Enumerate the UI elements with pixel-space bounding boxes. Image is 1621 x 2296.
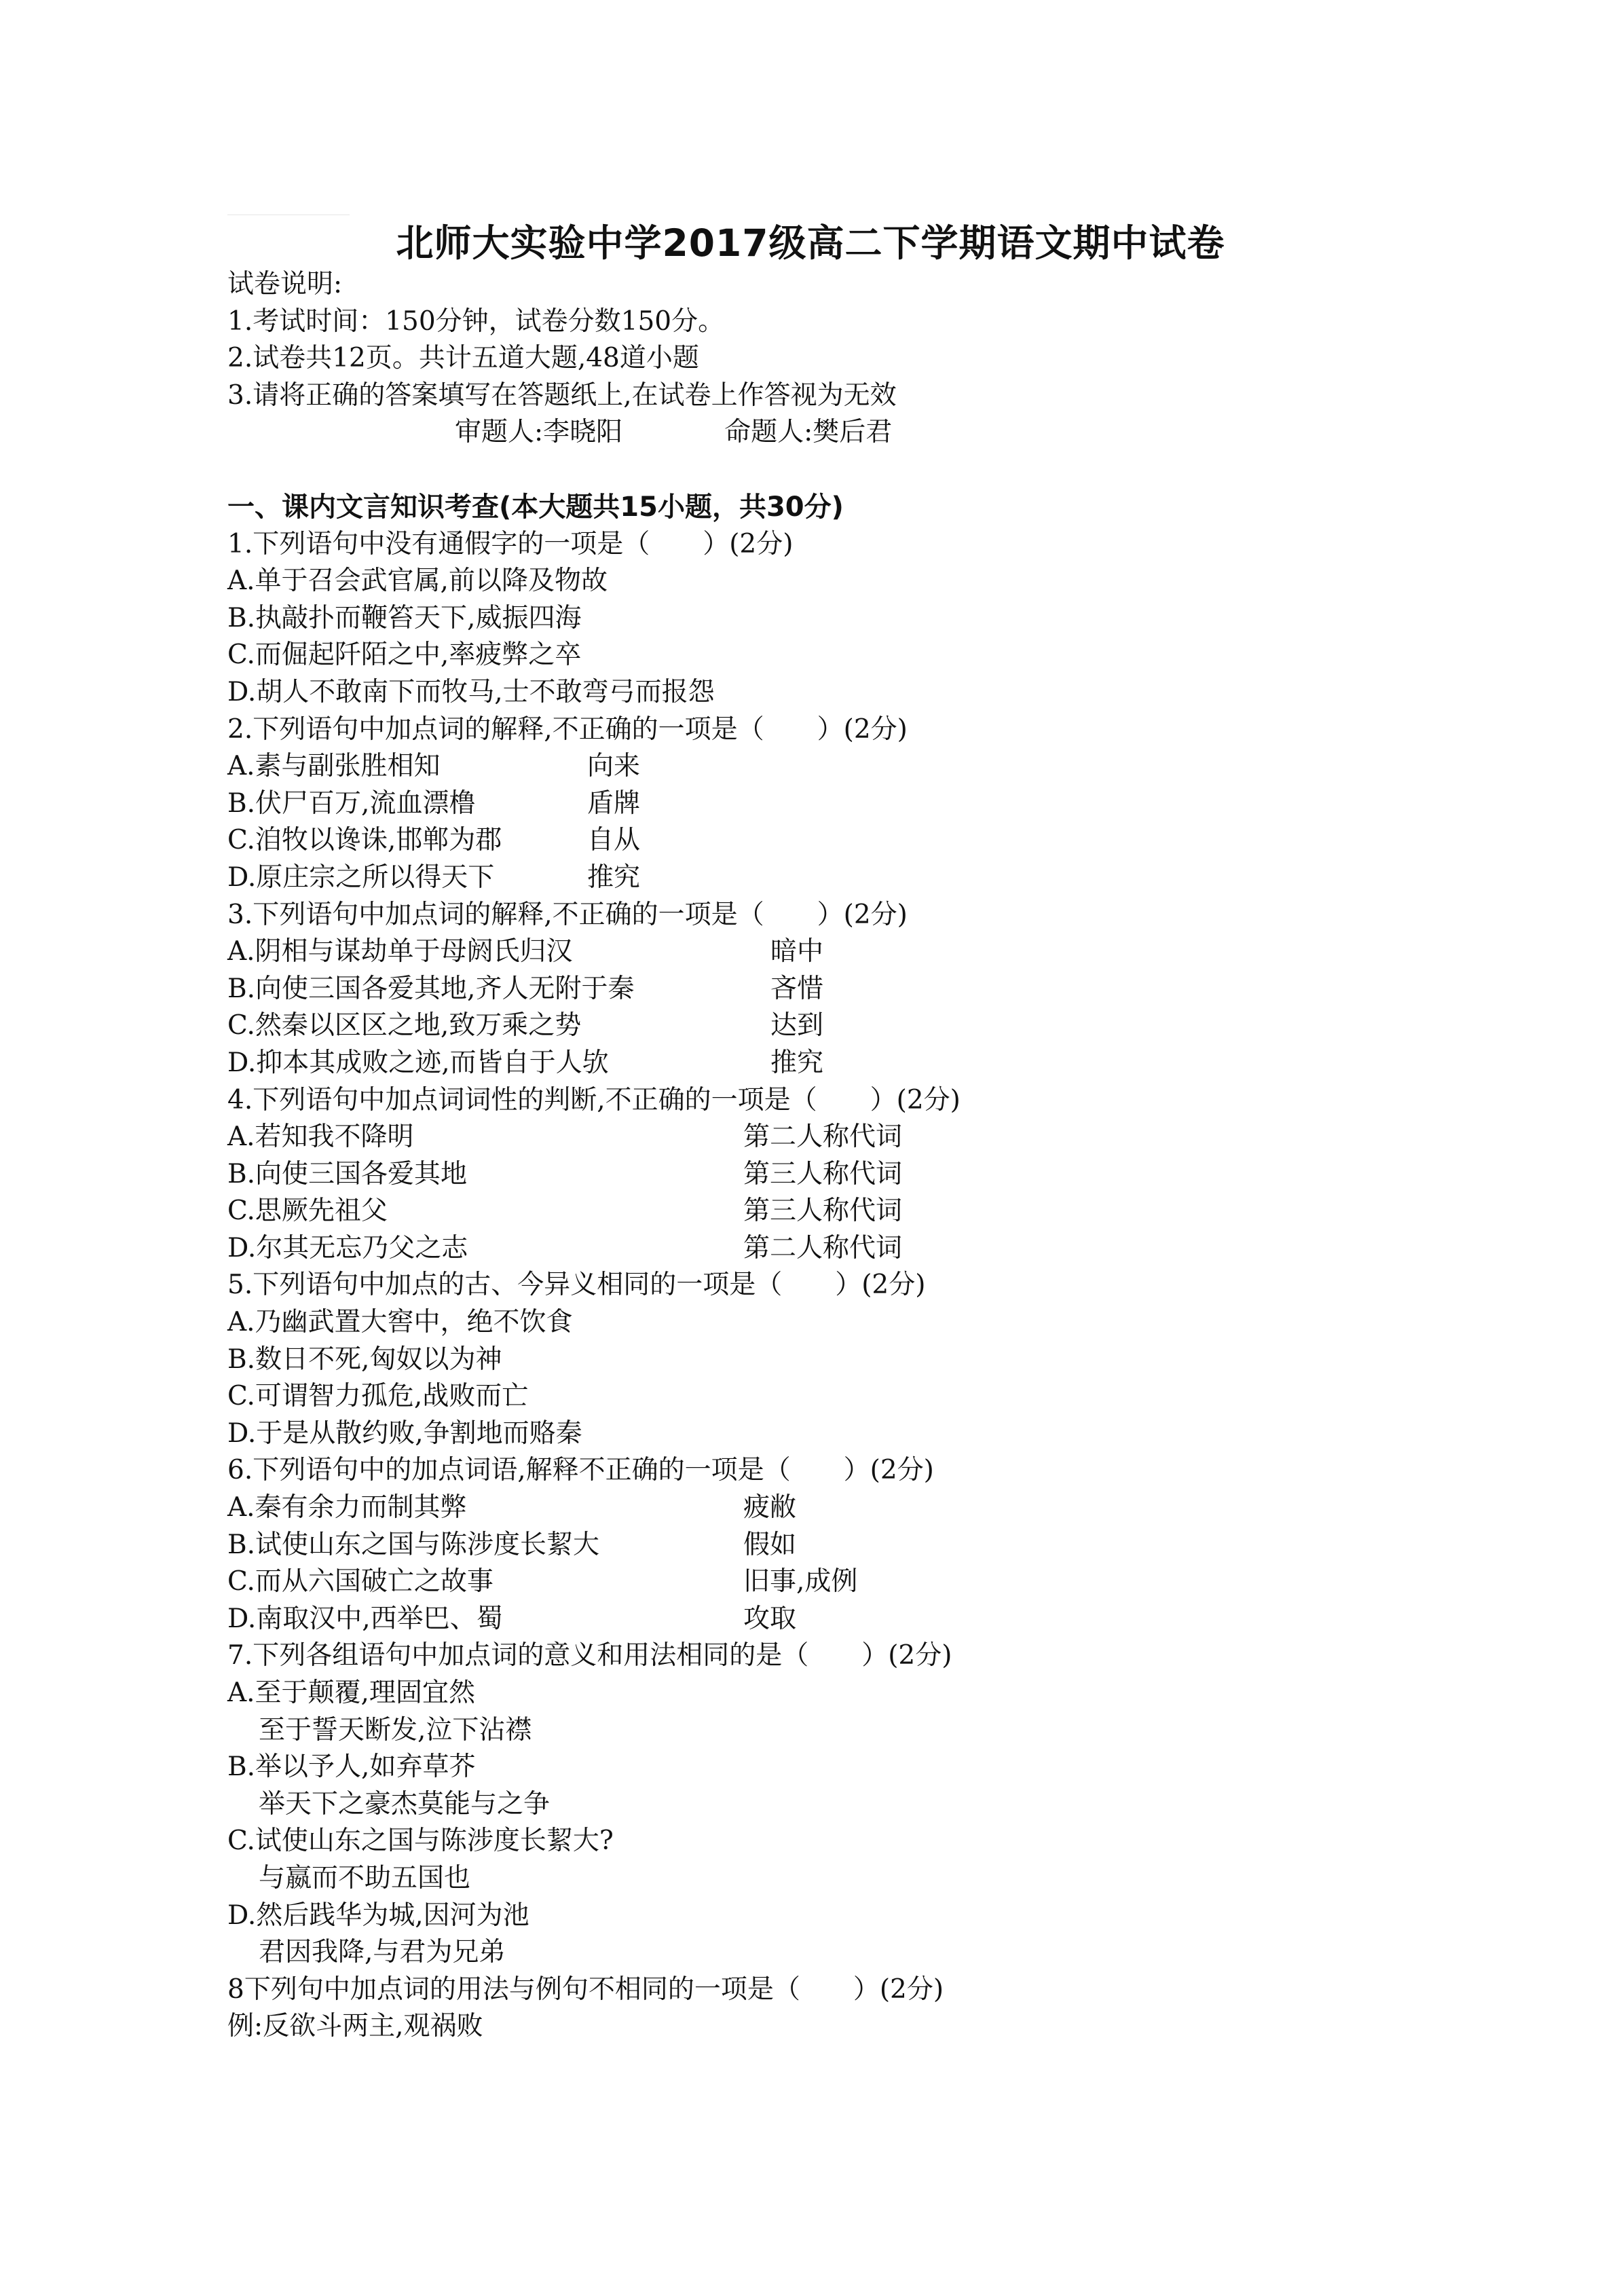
question-5-option-b: B.数日不死,匈奴以为神 <box>227 1344 502 1375</box>
question-4-option-b <box>227 1156 1517 1193</box>
question-6-option-b <box>227 1527 1517 1564</box>
question-5-stem: 5.下列语句中加点的古、今异义相同的一项是（ ）(2分) <box>227 1270 926 1301</box>
option-gloss: 旧事,成例 <box>743 1566 858 1597</box>
question-3-option-b <box>227 971 1517 1008</box>
option-text: C.思厥先祖父 <box>227 1196 388 1227</box>
question-1-stem: 1.下列语句中没有通假字的一项是（ ）(2分) <box>227 528 794 559</box>
question-2-option-a <box>227 748 1517 785</box>
option-gloss: 推究 <box>587 862 641 893</box>
option-gloss: 攻取 <box>743 1603 797 1634</box>
question-1-option-c: C.而倔起阡陌之中,率疲弊之卒 <box>227 640 582 671</box>
option-gloss: 第二人称代词 <box>743 1232 903 1263</box>
option-text: D.原庄宗之所以得天下 <box>227 862 495 893</box>
exam-instructions <box>227 266 1517 451</box>
question-2-stem: 2.下列语句中加点词的解释,不正确的一项是（ ）(2分) <box>227 714 908 745</box>
question-6-option-c <box>227 1563 1517 1601</box>
question-7-option-a-pair: 至于誓天断发,泣下沾襟 <box>259 1714 532 1745</box>
option-gloss: 向来 <box>587 751 641 782</box>
option-text: D.尔其无忘乃父之志 <box>227 1232 468 1263</box>
question-6-stem: 6.下列语句中的加点词语,解释不正确的一项是（ ）(2分) <box>227 1455 934 1486</box>
option-text: C.而从六国破亡之故事 <box>227 1566 493 1597</box>
question-5-option-c: C.可谓智力孤危,战败而亡 <box>227 1381 529 1412</box>
option-gloss: 盾牌 <box>587 788 641 819</box>
question-1-option-d: D.胡人不敢南下而牧马,士不敢弯弓而报怨 <box>227 676 715 707</box>
reviewer-name: 审题人:李晓阳 <box>455 417 623 448</box>
option-gloss: 达到 <box>770 1010 824 1041</box>
option-text: B.试使山东之国与陈涉度长絜大 <box>227 1529 600 1560</box>
question-1-option-a: A.单于召会武官属,前以降及物故 <box>227 566 608 597</box>
question-7-option-d-pair: 君因我降,与君为兄弟 <box>259 1937 506 1968</box>
option-text: B.向使三国各爱其地,齐人无附于秦 <box>227 973 635 1004</box>
option-text: C.洎牧以谗诛,邯郸为郡 <box>227 825 502 856</box>
option-text: C.然秦以区区之地,致万乘之势 <box>227 1010 582 1041</box>
question-7-stem: 7.下列各组语句中加点词的意义和用法相同的是（ ）(2分) <box>227 1640 952 1671</box>
option-gloss: 第二人称代词 <box>743 1122 903 1153</box>
question-1-option-b: B.执敲扑而鞭笞天下,威振四海 <box>227 602 582 633</box>
question-7-option-c-pair: 与嬴而不助五国也 <box>259 1862 471 1893</box>
question-6-option-a <box>227 1489 1517 1527</box>
option-text: A.阴相与谋劫单于母阏氏归汉 <box>227 936 573 967</box>
question-8-stem: 8下列句中加点词的用法与例句不相同的一项是（ ）(2分) <box>227 1974 944 2005</box>
question-3-option-a <box>227 933 1517 971</box>
question-5-option-a: A.乃幽武置大窖中，绝不饮食 <box>227 1307 573 1338</box>
question-2-option-b <box>227 785 1517 823</box>
question-5-option-d: D.于是从散约败,争割地而赂秦 <box>227 1418 582 1449</box>
question-7-option-b: B.举以予人,如弃草芥 <box>227 1752 476 1783</box>
author-name: 命题人:樊后君 <box>724 417 893 448</box>
exam-title: 北师大实验中学2017级高二下学期语文期中试卷 <box>396 221 1225 265</box>
question-7-option-a: A.至于颠覆,理固宜然 <box>227 1678 475 1708</box>
option-gloss: 推究 <box>770 1047 824 1078</box>
option-gloss: 假如 <box>743 1529 797 1560</box>
question-4-option-a <box>227 1119 1517 1156</box>
option-text: B.向使三国各爱其地 <box>227 1158 468 1189</box>
question-7-option-c: C.试使山东之国与陈涉度长絜大? <box>227 1826 614 1857</box>
question-2-option-c <box>227 822 1517 859</box>
question-7-option-d: D.然后践华为城,因河为池 <box>227 1900 529 1931</box>
option-text: B.伏尸百万,流血漂橹 <box>227 788 476 819</box>
option-text: A.若知我不降明 <box>227 1122 414 1153</box>
question-7-option-b-pair: 举天下之豪杰莫能与之争 <box>259 1788 551 1819</box>
instructions-heading: 试卷说明: <box>227 269 343 299</box>
option-text: D.抑本其成败之迹,而皆自于人欤 <box>227 1047 609 1078</box>
section-heading: 一、课内文言知识考查(本大题共15小题，共30分) <box>227 492 844 523</box>
option-gloss: 第三人称代词 <box>743 1196 903 1227</box>
question-6-option-d <box>227 1601 1517 1638</box>
option-gloss: 自从 <box>587 825 641 856</box>
question-2-option-d <box>227 859 1517 897</box>
option-text: D.南取汉中,西举巴、蜀 <box>227 1603 503 1634</box>
question-8-example: 例:反欲斗两主,观祸败 <box>227 2011 483 2042</box>
signature-line <box>227 414 1517 451</box>
option-gloss: 暗中 <box>770 936 824 967</box>
option-gloss: 疲敝 <box>743 1492 797 1523</box>
instruction-item: 3.请将正确的答案填写在答题纸上,在试卷上作答视为无效 <box>227 379 897 411</box>
question-4-option-c <box>227 1193 1517 1230</box>
option-text: A.秦有余力而制其弊 <box>227 1492 467 1523</box>
question-3-option-c <box>227 1007 1517 1045</box>
question-3-option-d <box>227 1045 1517 1082</box>
instruction-item: 1.考试时间：150分钟，试卷分数150分。 <box>227 305 725 337</box>
instruction-item: 2.试卷共12页。共计五道大题,48道小题 <box>227 343 699 374</box>
question-3-stem: 3.下列语句中加点词的解释,不正确的一项是（ ）(2分) <box>227 899 908 930</box>
section-one <box>227 489 1517 2045</box>
option-gloss: 吝惜 <box>770 973 824 1004</box>
option-gloss: 第三人称代词 <box>743 1158 903 1189</box>
question-4-stem: 4.下列语句中加点词词性的判断,不正确的一项是（ ）(2分) <box>227 1084 961 1115</box>
option-text: A.素与副张胜相知 <box>227 751 441 782</box>
question-4-option-d <box>227 1230 1517 1267</box>
